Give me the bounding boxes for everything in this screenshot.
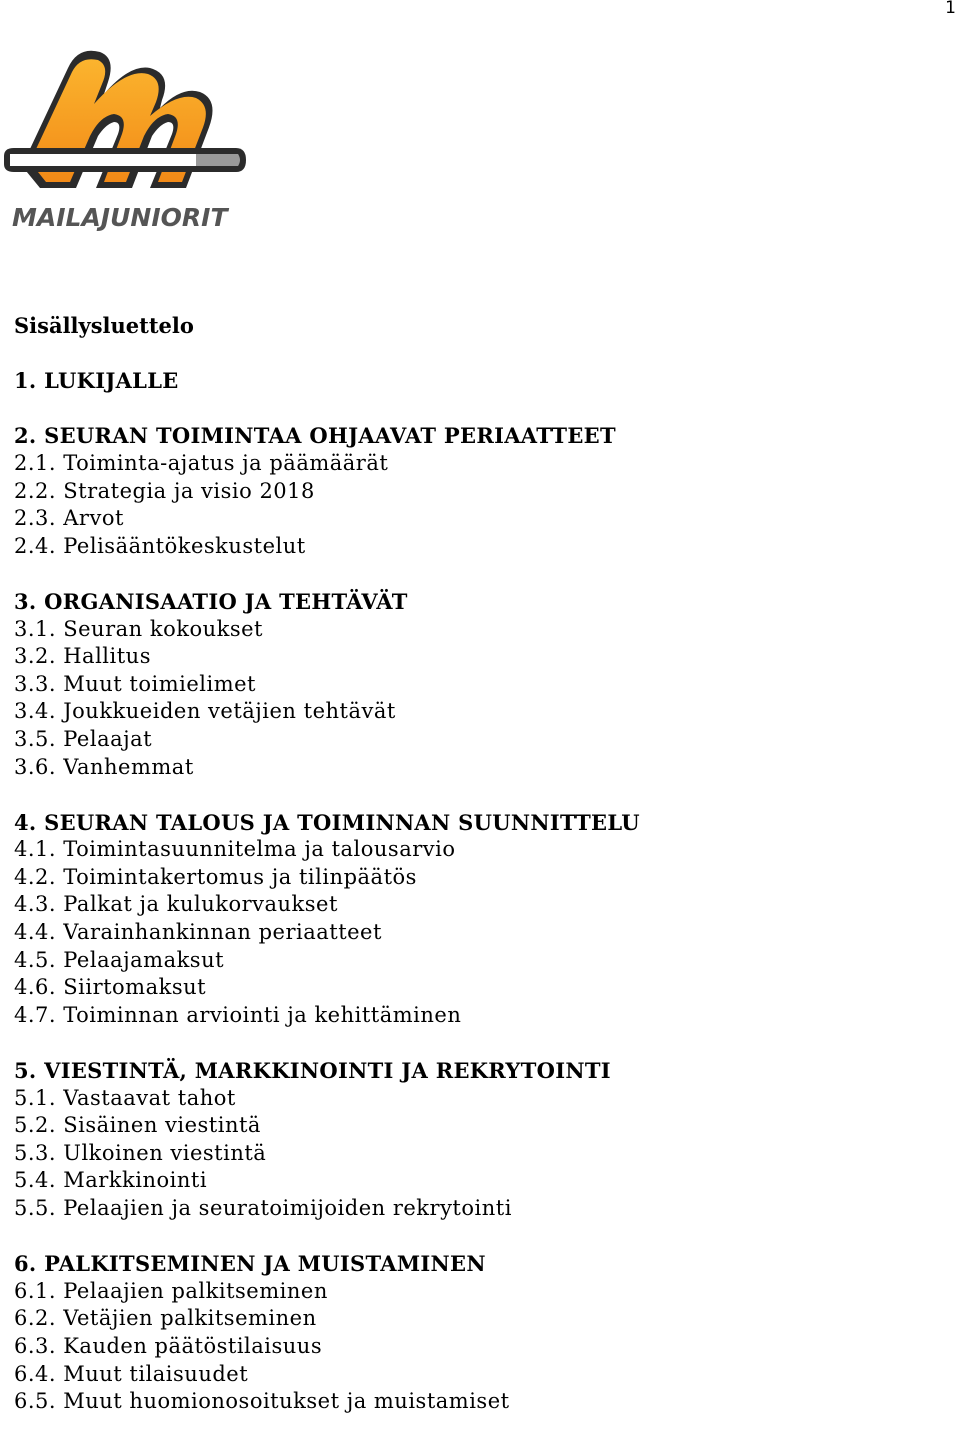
toc-section xyxy=(14,1057,914,1223)
toc-item: 5.2. Sisäinen viestintä xyxy=(14,1113,261,1138)
toc-item: 4.7. Toiminnan arviointi ja kehittäminen xyxy=(14,1002,462,1027)
toc-title: Sisällysluettelo xyxy=(14,313,194,338)
section-heading: 1. LUKIJALLE xyxy=(14,368,179,394)
toc-section xyxy=(14,1250,914,1416)
toc-item: 5.3. Ulkoinen viestintä xyxy=(14,1140,267,1165)
toc-item: 2.2. Strategia ja visio 2018 xyxy=(14,478,315,503)
section-heading: 2. SEURAN TOIMINTAA OHJAAVAT PERIAATTEET xyxy=(14,423,616,449)
toc-item: 4.1. Toimintasuunnitelma ja talousarvio xyxy=(14,837,456,862)
toc-item: 2.3. Arvot xyxy=(14,506,124,531)
toc-section xyxy=(14,367,914,395)
toc-item: 5.5. Pelaajien ja seuratoimijoiden rekrytointi xyxy=(14,1196,512,1220)
toc-item: 3.3. Muut toimielimet xyxy=(14,671,256,696)
toc-item: 4.4. Varainhankinnan periaatteet xyxy=(14,920,382,945)
toc-item: 6.1. Pelaajien palkitseminen xyxy=(14,1278,328,1303)
toc-item: 6.4. Muut tilaisuudet xyxy=(14,1361,249,1386)
toc-item: 3.5. Pelaajat xyxy=(14,726,153,751)
section-heading: 3. ORGANISAATIO JA TEHTÄVÄT xyxy=(14,588,408,614)
toc-item: 3.6. Vanhemmat xyxy=(14,754,194,779)
toc-item: 4.6. Siirtomaksut xyxy=(14,975,207,1000)
toc-item: 3.2. Hallitus xyxy=(14,644,151,669)
toc-item: 3.1. Seuran kokoukset xyxy=(14,616,263,641)
logo-wordmark: MAILAJUNIORIT xyxy=(12,203,228,232)
toc-item: 5.1. Vastaavat tahot xyxy=(14,1085,236,1110)
toc-item: 4.3. Palkat ja kulukorvaukset xyxy=(14,892,338,917)
toc-section xyxy=(14,588,914,781)
toc-section xyxy=(14,809,914,1030)
toc-item: 2.4. Pelisääntökeskustelut xyxy=(14,533,306,558)
toc-item: 4.5. Pelaajamaksut xyxy=(14,947,225,972)
section-heading: 4. SEURAN TALOUS JA TOIMINNAN SUUNNITTELU xyxy=(14,809,640,835)
page-number: 1 xyxy=(945,0,956,18)
toc-item: 4.2. Toimintakertomus ja tilinpäätös xyxy=(14,864,417,889)
section-heading: 5. VIESTINTÄ, MARKKINOINTI JA REKRYTOINTI xyxy=(14,1058,611,1084)
mailajuniorit-logo xyxy=(0,38,250,248)
toc-item: 3.4. Joukkueiden vetäjien tehtävät xyxy=(14,699,396,724)
toc-item: 2.1. Toiminta-ajatus ja päämäärät xyxy=(14,450,389,475)
toc-item: 6.3. Kauden päätöstilaisuus xyxy=(14,1333,323,1358)
toc-item: 6.2. Vetäjien palkitseminen xyxy=(14,1306,317,1331)
table-of-contents xyxy=(14,312,914,1443)
toc-item: 6.5. Muut huomionosoitukset ja muistamiset xyxy=(14,1389,510,1414)
section-heading: 6. PALKITSEMINEN JA MUISTAMINEN xyxy=(14,1251,486,1277)
toc-section xyxy=(14,422,914,560)
toc-item: 5.4. Markkinointi xyxy=(14,1168,208,1193)
